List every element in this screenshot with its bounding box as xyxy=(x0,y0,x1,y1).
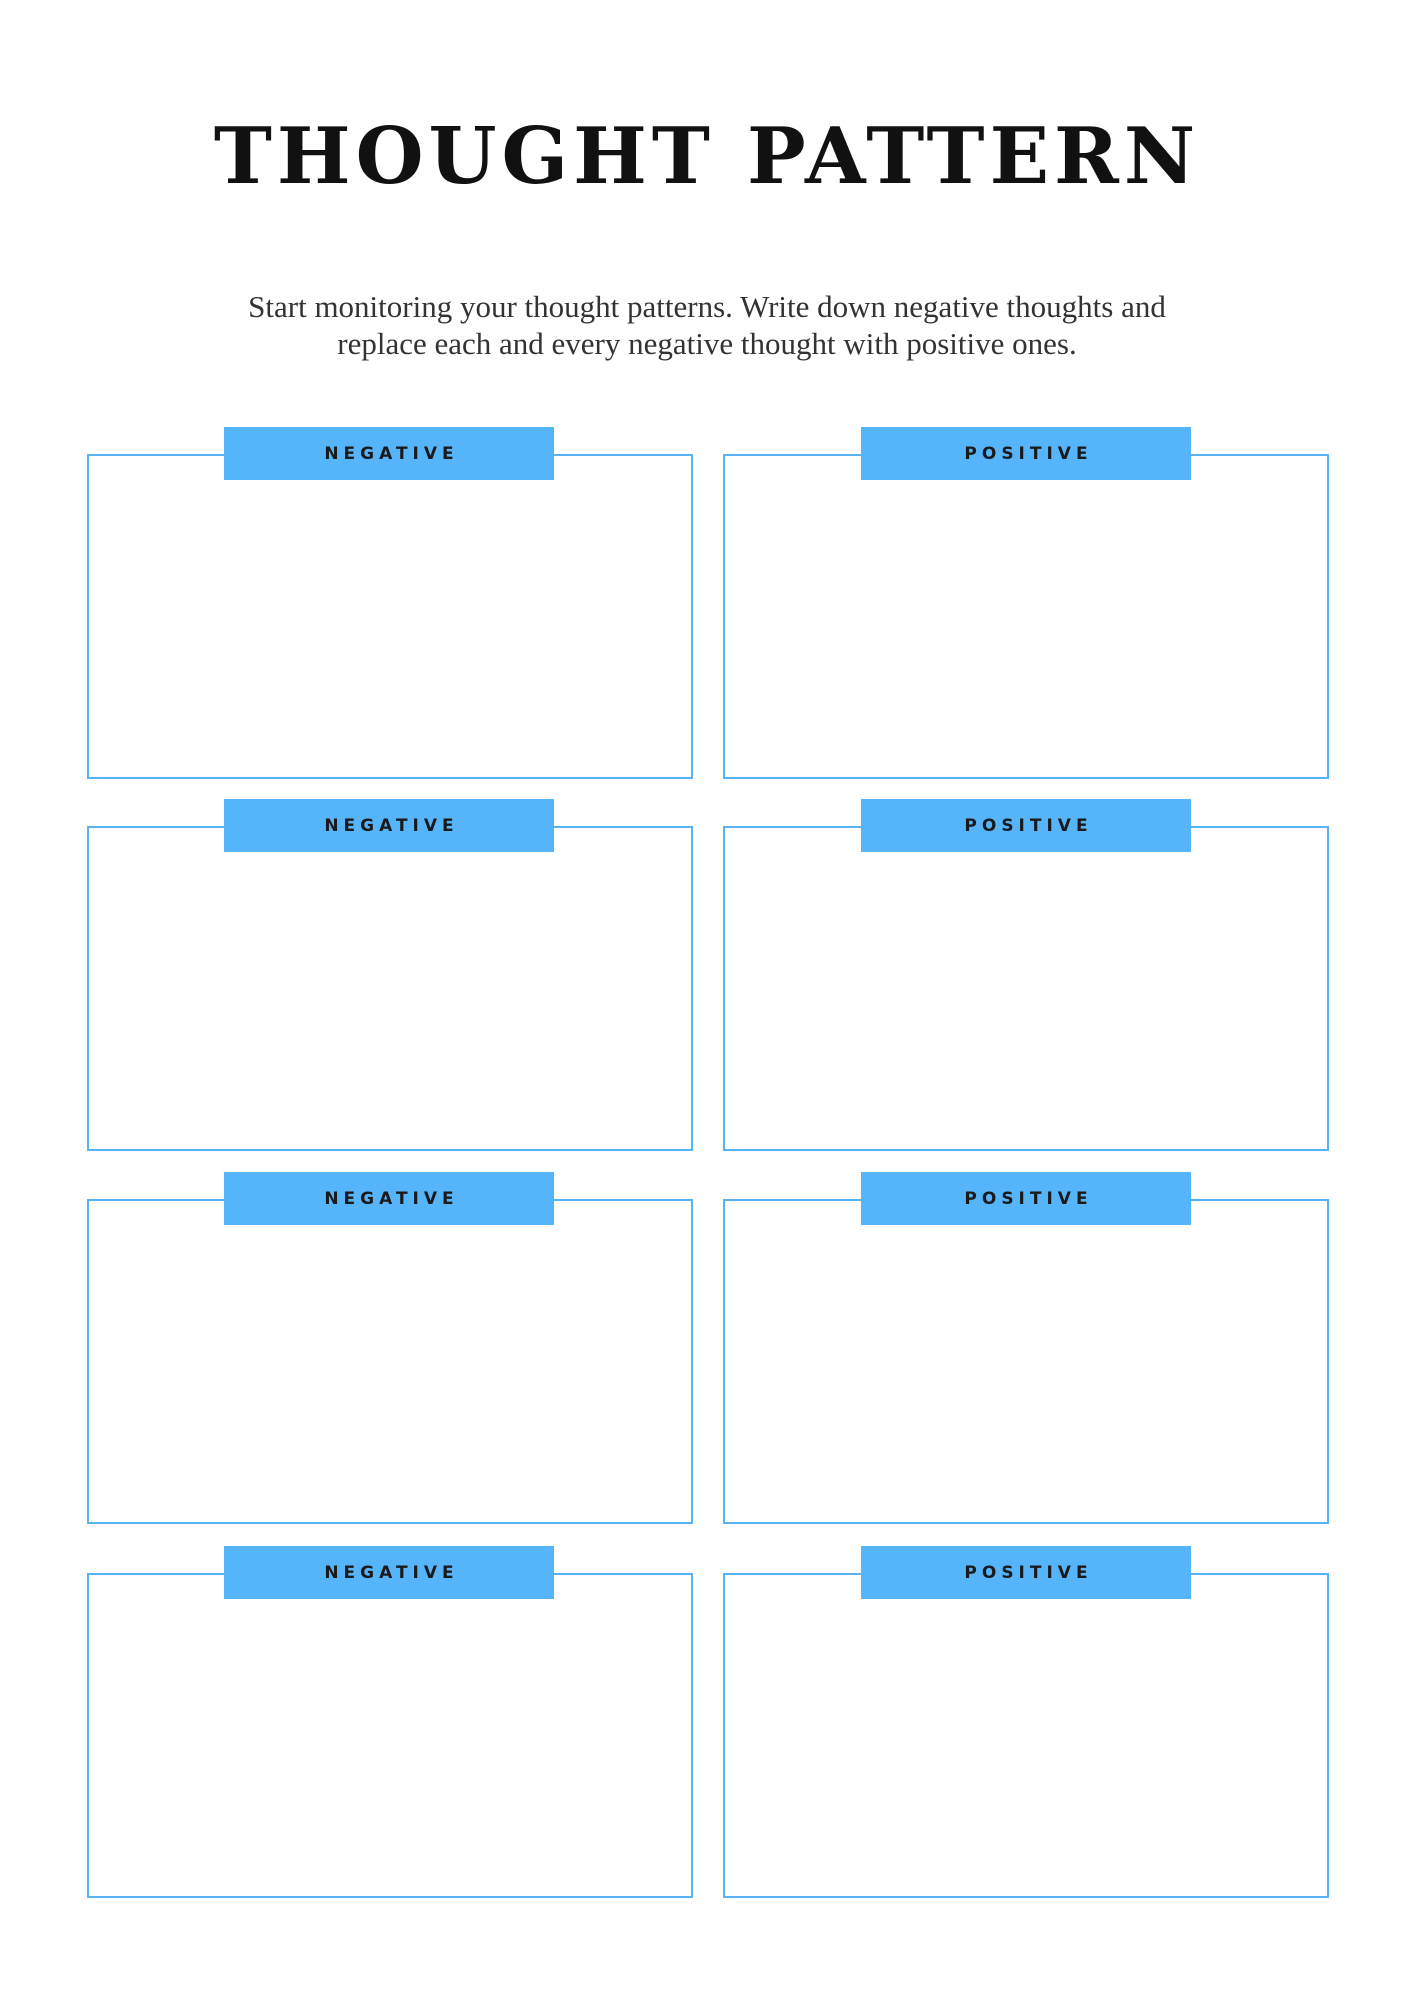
negative-label-4: NEGATIVE xyxy=(224,1546,554,1599)
negative-box-1[interactable] xyxy=(87,454,693,779)
instructions-line-1: Start monitoring your thought patterns. Write down negative thoughts and xyxy=(248,289,1166,324)
positive-label-1: POSITIVE xyxy=(861,427,1191,480)
negative-box-3[interactable] xyxy=(87,1199,693,1524)
positive-label-2: POSITIVE xyxy=(861,799,1191,852)
positive-box-2[interactable] xyxy=(723,826,1329,1151)
negative-label-3: NEGATIVE xyxy=(224,1172,554,1225)
positive-label-3: POSITIVE xyxy=(861,1172,1191,1225)
negative-label-2: NEGATIVE xyxy=(224,799,554,852)
instructions xyxy=(120,288,1294,362)
negative-box-4[interactable] xyxy=(87,1573,693,1898)
positive-box-3[interactable] xyxy=(723,1199,1329,1524)
negative-box-2[interactable] xyxy=(87,826,693,1151)
negative-label-1: NEGATIVE xyxy=(224,427,554,480)
page-title: THOUGHT PATTERN xyxy=(213,111,1201,202)
positive-box-4[interactable] xyxy=(723,1573,1329,1898)
positive-label-4: POSITIVE xyxy=(861,1546,1191,1599)
positive-box-1[interactable] xyxy=(723,454,1329,779)
instructions-line-2: replace each and every negative thought with positive ones. xyxy=(337,326,1077,361)
